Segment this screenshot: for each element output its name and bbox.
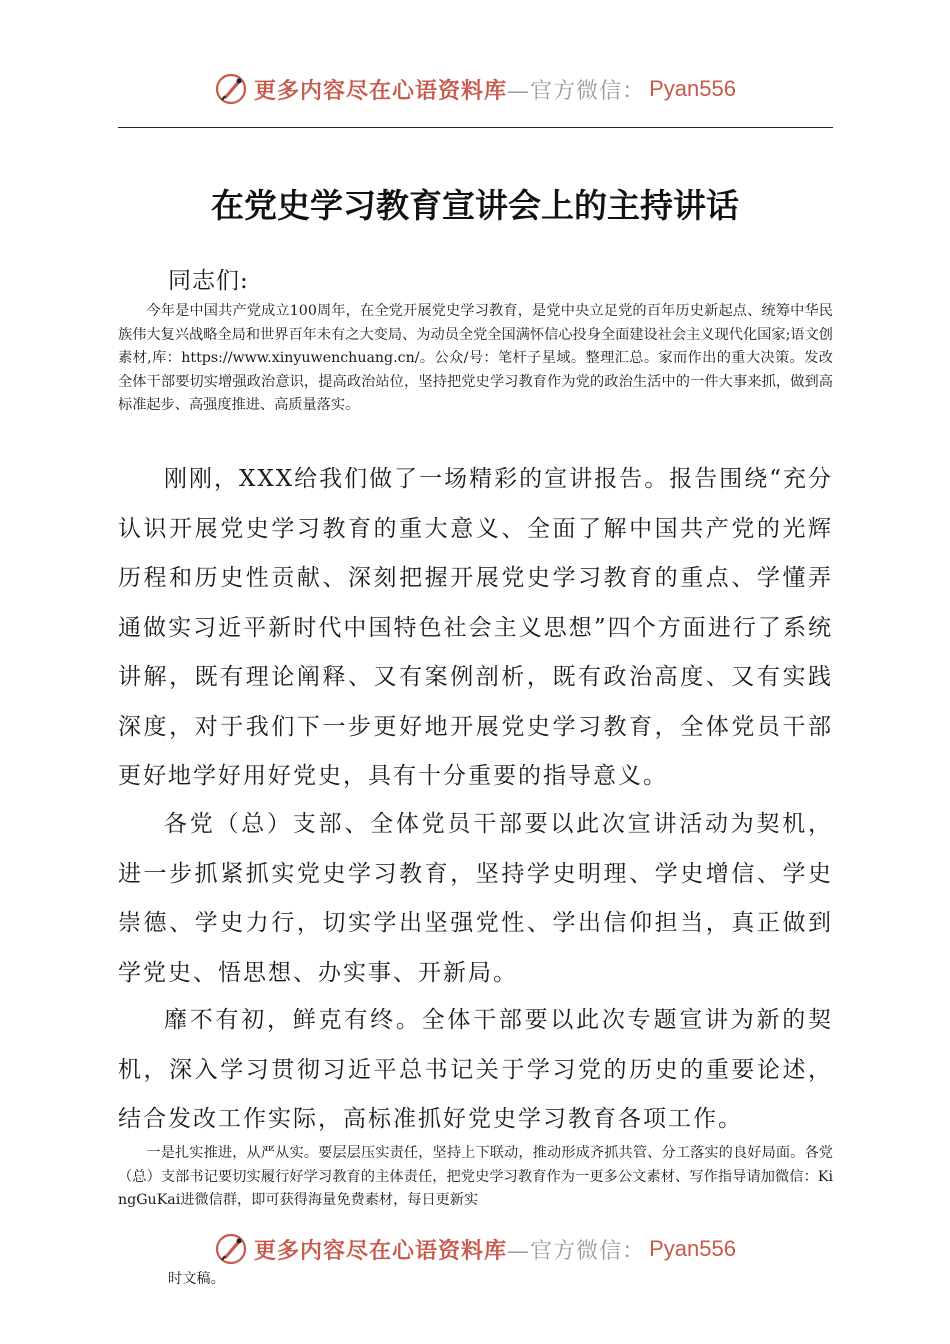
paragraph-5: 一是扎实推进，从严从实。要层层压实责任，坚持上下联动，推动形成齐抓共管、分工落实的良好局面。各党（总）支部书记要切实履行好学习教育的主体责任，把党史学习教育作为一更多公文素材、写作指导请加微信：KingGuKai进微信群，即可获得海量免费素材，每日更新实 xyxy=(118,1145,833,1208)
header-watermark xyxy=(0,72,950,106)
watermark-wechat-id: Pyan556 xyxy=(649,76,736,101)
watermark-wechat-label: —官方微信： xyxy=(507,78,646,104)
paragraph-4: 靡不有初，鲜克有终。全体干部要以此次专题宣讲为新的契机，深入学习贯彻习近平总书记关于学习党的历史的重要论述，结合发改工作实际，高标准抓好党史学习教育各项工作。 xyxy=(118,1007,833,1132)
document-title: 在党史学习教育宣讲会上的主持讲话 xyxy=(211,186,739,225)
watermark-text: 更多内容尽在心语资料库 xyxy=(254,1237,508,1264)
watermark-wechat-label: —官方微信： xyxy=(507,1238,646,1264)
quill-pen-icon xyxy=(214,72,248,106)
watermark-wechat-id: Pyan556 xyxy=(649,1236,736,1261)
paragraph-1: 今年是中国共产党成立100周年，在全党开展党史学习教育，是党中央立足党的百年历史新起点、统筹中华民族伟大复兴战略全局和世界百年未有之大变局、为动员全党全国满怀信心投身全面建设社会主义现代化国家;语文创素材,库：https://www.xinyuwenchuang.cn/。公众/号：笔杆子星域。整理汇总。家而作出的重大决策。发改全体干部要切实增强政治意识，提高政治站位，坚持把党史学习教育作为党的政治生活中的一件大事来抓，做到高标准起步、高强度推进、高质量落实。 xyxy=(118,303,833,413)
quill-pen-icon xyxy=(214,1232,248,1266)
greeting: 同志们: xyxy=(168,268,249,294)
footer-watermark xyxy=(0,1232,950,1266)
watermark-text: 更多内容尽在心语资料库 xyxy=(254,77,508,104)
header-divider xyxy=(118,127,833,128)
paragraph-2: 刚刚，XXX给我们做了一场精彩的宣讲报告。报告围绕“充分认识开展党史学习教育的重大意义、全面了解中国共产党的光辉历程和历史性贡献、深刻把握开展党史学习教育的重点、学懂弄通做实习近平新时代中国特色社会主义思想”四个方面进行了系统讲解，既有理论阐释、又有案例剖析，既有政治高度、又有实践深度，对于我们下一步更好地开展党史学习教育，全体党员干部更好地学好用好党史，具有十分重要的指导意义。 xyxy=(118,466,833,789)
paragraph-3: 各党（总）支部、全体党员干部要以此次宣讲活动为契机，进一步抓紧抓实党史学习教育，坚持学史明理、学史增信、学史崇德、学史力行，切实学出坚强党性、学出信仰担当，真正做到学党史、悟思想、办实事、开新局。 xyxy=(118,811,833,986)
paragraph-5-continuation: 时文稿。 xyxy=(168,1271,225,1287)
